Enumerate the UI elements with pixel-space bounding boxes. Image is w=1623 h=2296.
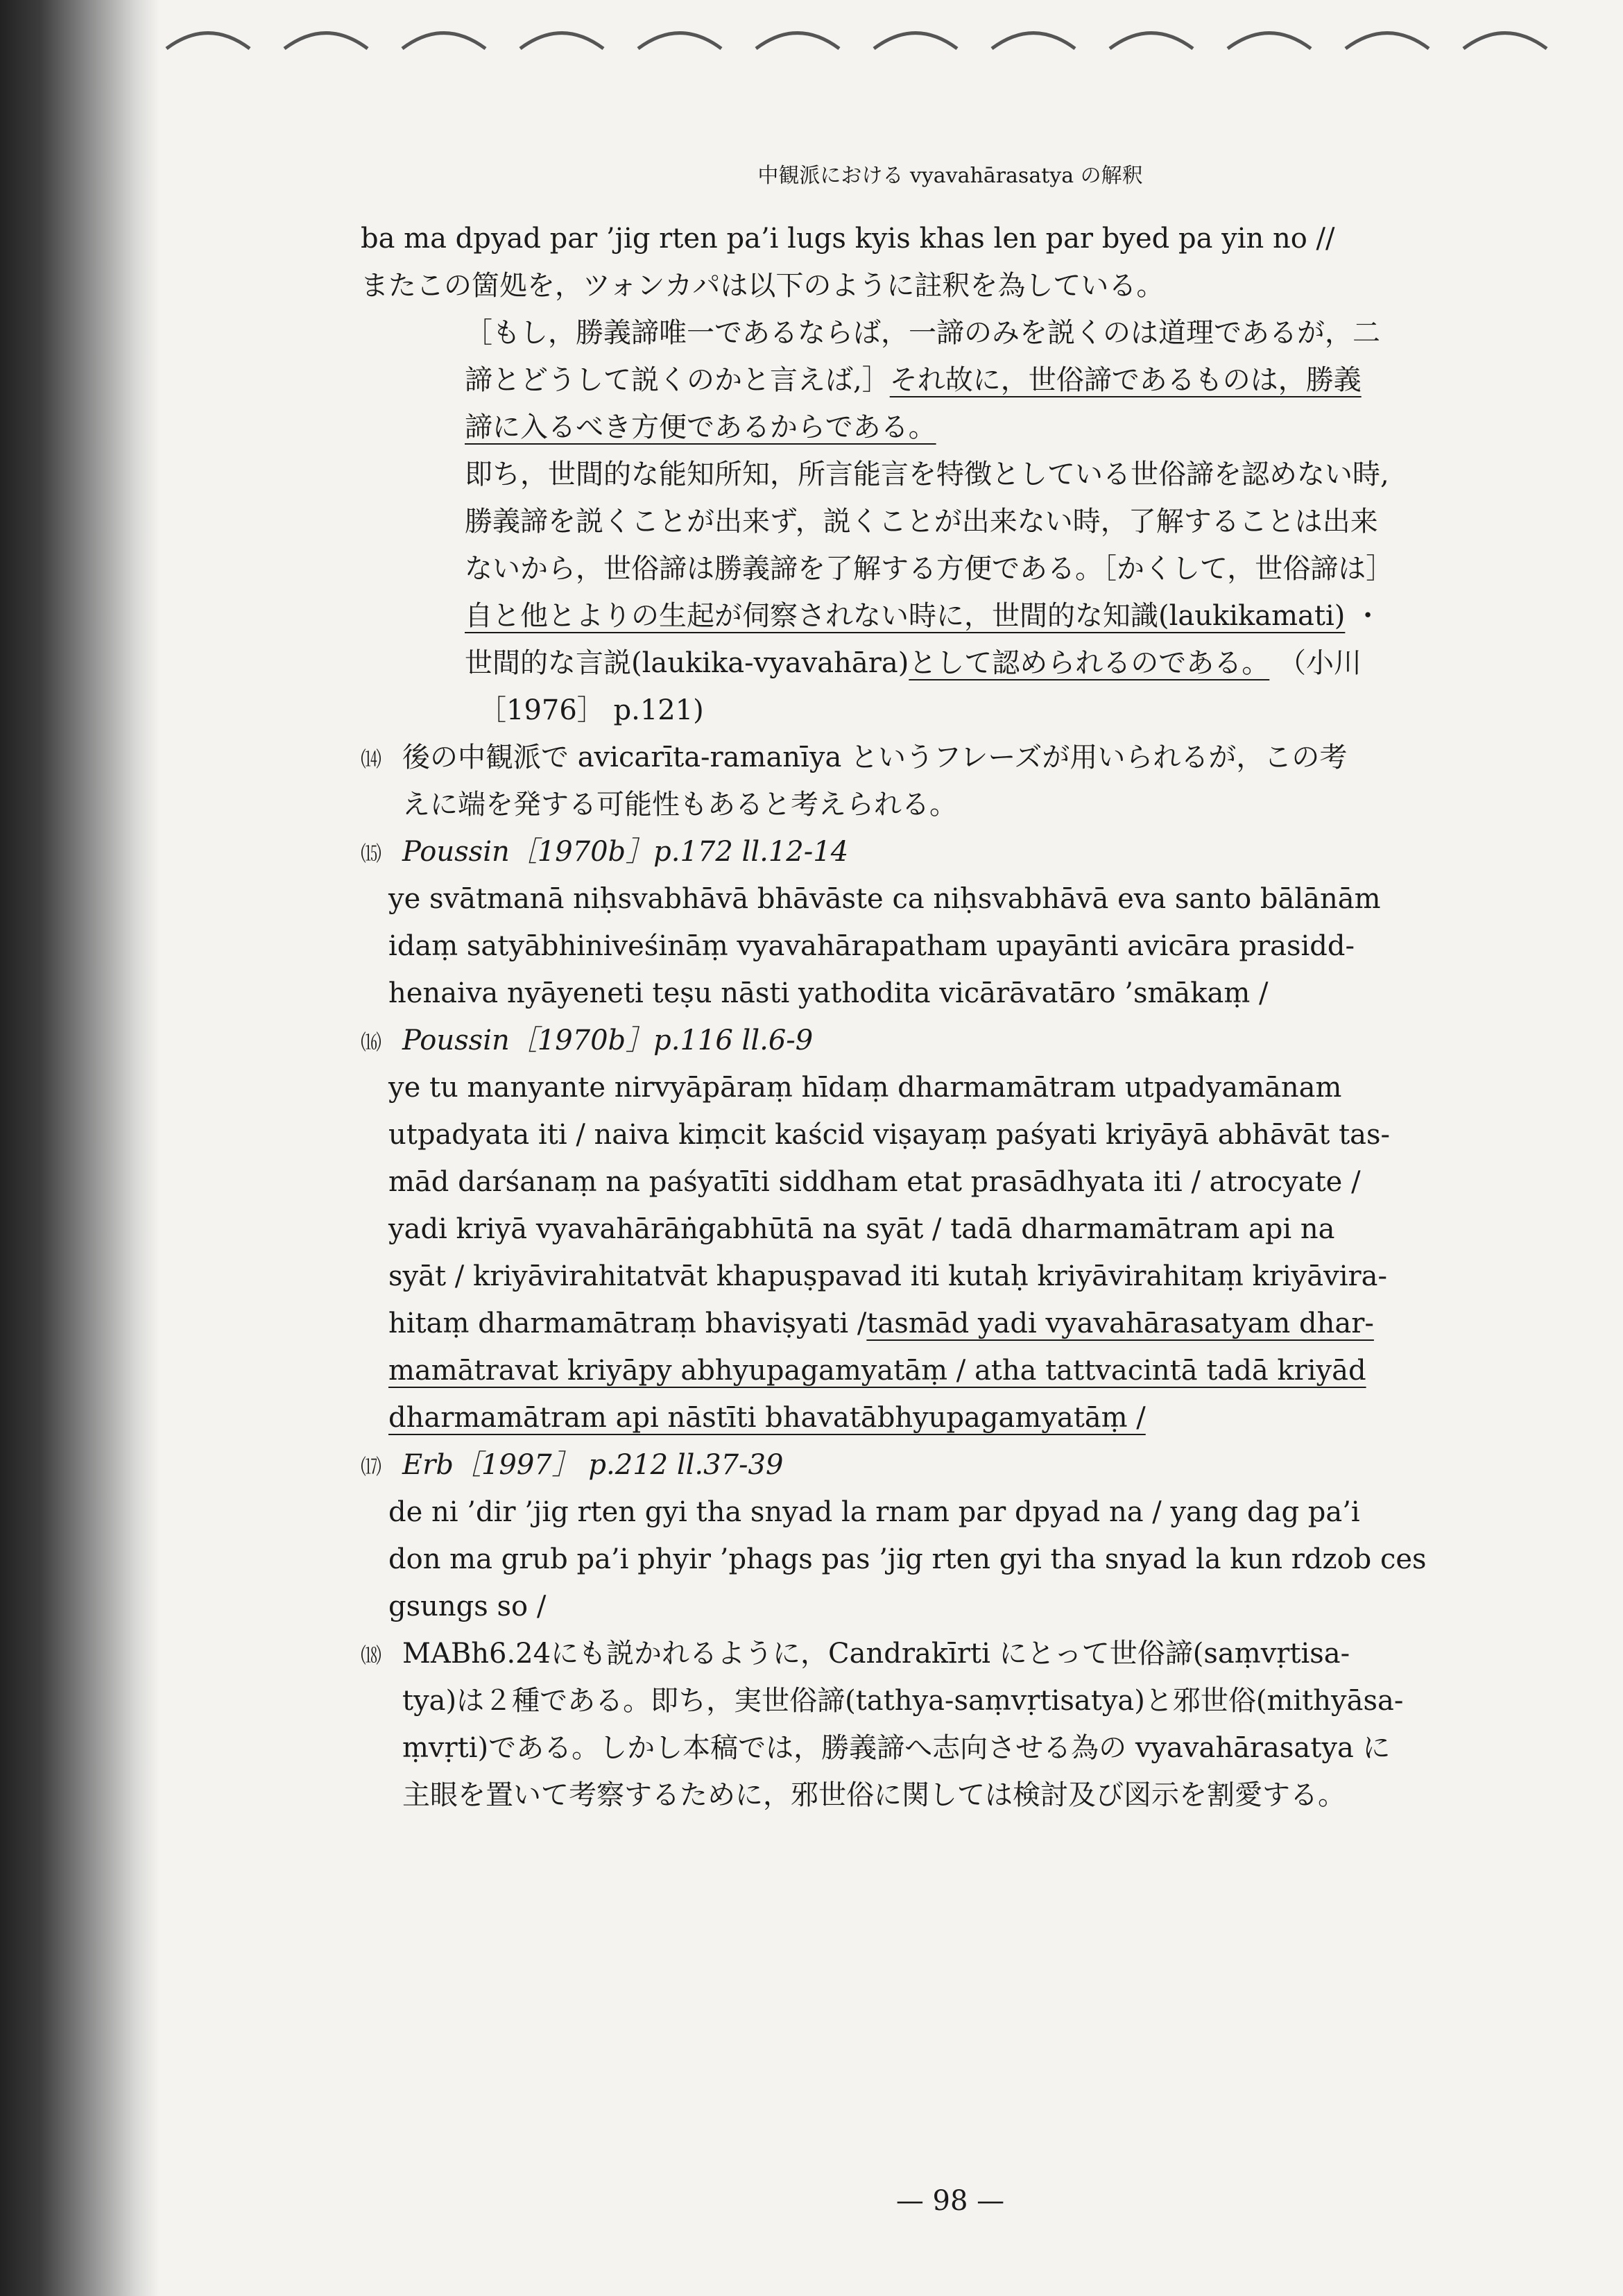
footnote-number: ⒄ (361, 1455, 381, 1480)
footnote-line: tya)は２種である。即ち，実世俗諦(tathya-saṃvṛtisatya)と邪世俗(mithyāsa- (402, 1685, 1404, 1717)
underlined-text: tasmād yadi vyavahārasatyam dhar- (866, 1308, 1374, 1339)
footnote-line: ye tu manyante nirvyāpāraṃ hīdaṃ dharmamātram utpadyamānam (388, 1072, 1342, 1104)
footnote-number: ⒃ (361, 1031, 381, 1055)
text-line: ba ma dpyad par ’jig rten pa’i lugs kyis khas len par byed pa yin no // (361, 223, 1335, 255)
footnote-number: ⒅ (361, 1644, 381, 1668)
footnote-text: MABh6.24にも説かれるように，Candrakīrti にとって世俗諦(saṃvṛtisa- (402, 1638, 1350, 1670)
footnote-line: don ma grub pa’i phyir ’phags pas ’jig rten gyi tha snyad la kun rdzob ces (388, 1543, 1427, 1575)
underlined-text: mamātravat kriyāpy abhyupagamyatāṃ / atha tattvacintā tadā kriyād (388, 1355, 1366, 1387)
quote-text: ・ (1345, 600, 1382, 632)
footnote-line: えに端を発する可能性もあると考えられる。 (402, 789, 957, 821)
footnote-line: utpadyata iti / naiva kiṃcit kaścid viṣayaṃ paśyati kriyāyā abhāvāt tas- (388, 1119, 1391, 1151)
footnote-line: 主眼を置いて考察するために，邪世俗に関しては検討及び図示を割愛する。 (402, 1779, 1346, 1811)
page-content (361, 215, 1540, 1819)
quote-text: 諦とどうして説くのかと言えば,］ (465, 364, 890, 396)
citation-line: ［1976］ p.121) (479, 694, 704, 726)
quote-line: ［もし，勝義諦唯一であるならば，一諦のみを説くのは道理であるが，二 (465, 317, 1380, 349)
book-binding-shadow (0, 0, 160, 2296)
footnote-34 (361, 734, 1540, 781)
footnote-line: mād darśanaṃ na paśyatīti siddham etat prasādhyata iti / atrocyate / (388, 1166, 1361, 1198)
quote-line (361, 640, 1540, 687)
text-line: またこの箇処を，ツォンカパは以下のように註釈を為している。 (361, 270, 1165, 302)
footnote-37 (361, 1441, 1540, 1489)
footnote-line: de ni ’dir ’jig rten gyi tha snyad la rnam par dpyad na / yang dag pa’i (388, 1496, 1360, 1528)
footnote-line: syāt / kriyāvirahitatvāt khapuṣpavad iti kutaḥ kriyāvirahitaṃ kriyāvira- (388, 1260, 1387, 1292)
footnote-38 (361, 1630, 1540, 1677)
footnote-line: ṃvṛti)である。しかし本稿では，勝義諦へ志向させる為の vyavahārasatya に (402, 1732, 1391, 1764)
quote-line (361, 404, 1540, 451)
underlined-text: 諦に入るべき方便であるからである。 (465, 411, 936, 443)
page-number: — 98 — (895, 2185, 1005, 2217)
running-header: 中観派における vyavahārasatya の解釈 (757, 164, 1143, 188)
quote-text: 世間的な言説(laukika-vyavahāra) (465, 647, 909, 679)
quote-line (361, 592, 1540, 640)
underlined-text: dharmamātram api nāstīti bhavatābhyupagamyatāṃ / (388, 1402, 1146, 1434)
footnote-line: ye svātmanā niḥsvabhāvā bhāvāste ca niḥsvabhāvā eva santo bālānām (388, 883, 1381, 915)
footnote-35 (361, 828, 1540, 875)
underlined-text: 自と他とよりの生起が伺察されない時に，世間的な知識(laukikamati) (465, 600, 1346, 632)
underlined-text: として認められるのである。 (909, 647, 1270, 679)
footnote-reference: Poussin［1970b］p.116 ll.6-9 (402, 1025, 814, 1056)
quote-line: 即ち，世間的な能知所知，所言能言を特徴としている世俗諦を認めない時, (465, 459, 1389, 490)
citation-text: （小川 (1278, 647, 1362, 679)
footnote-line: henaiva nyāyeneti teṣu nāsti yathodita vicārāvatāro ’smākaṃ / (388, 977, 1269, 1009)
quote-line: 勝義諦を説くことが出来ず，説くことが出来ない時，了解することは出来 (465, 506, 1378, 538)
quote-line: ないから，世俗諦は勝義諦を了解する方便である。［かくして，世俗諦は］ (465, 553, 1394, 585)
footnote-line (361, 1300, 1540, 1347)
footnote-line (361, 1347, 1540, 1394)
footnote-line: yadi kriyā vyavahārāṅgabhūtā na syāt / tadā dharmamātram api na (388, 1213, 1335, 1245)
quote-line (361, 357, 1540, 404)
footnote-text: 後の中観派で avicarīta-ramanīya というフレーズが用いられるが，この考 (402, 742, 1348, 773)
footnote-line (361, 1394, 1540, 1441)
footnote-number: ⒂ (361, 842, 381, 866)
binding-holes-decoration (125, 14, 1609, 62)
underlined-text: それ故に，世俗諦であるものは，勝義 (889, 364, 1362, 396)
footnote-36 (361, 1017, 1540, 1064)
footnote-reference: Poussin［1970b］p.172 ll.12-14 (402, 836, 849, 868)
footnote-reference: Erb［1997］ p.212 ll.37-39 (402, 1449, 784, 1481)
footnote-text: hitaṃ dharmamātraṃ bhaviṣyati / (388, 1308, 867, 1339)
footnote-number: ⒁ (361, 748, 381, 772)
footnote-line: gsungs so / (388, 1591, 547, 1622)
footnote-line: idaṃ satyābhiniveśināṃ vyavahārapatham upayānti avicāra prasidd- (388, 930, 1355, 962)
